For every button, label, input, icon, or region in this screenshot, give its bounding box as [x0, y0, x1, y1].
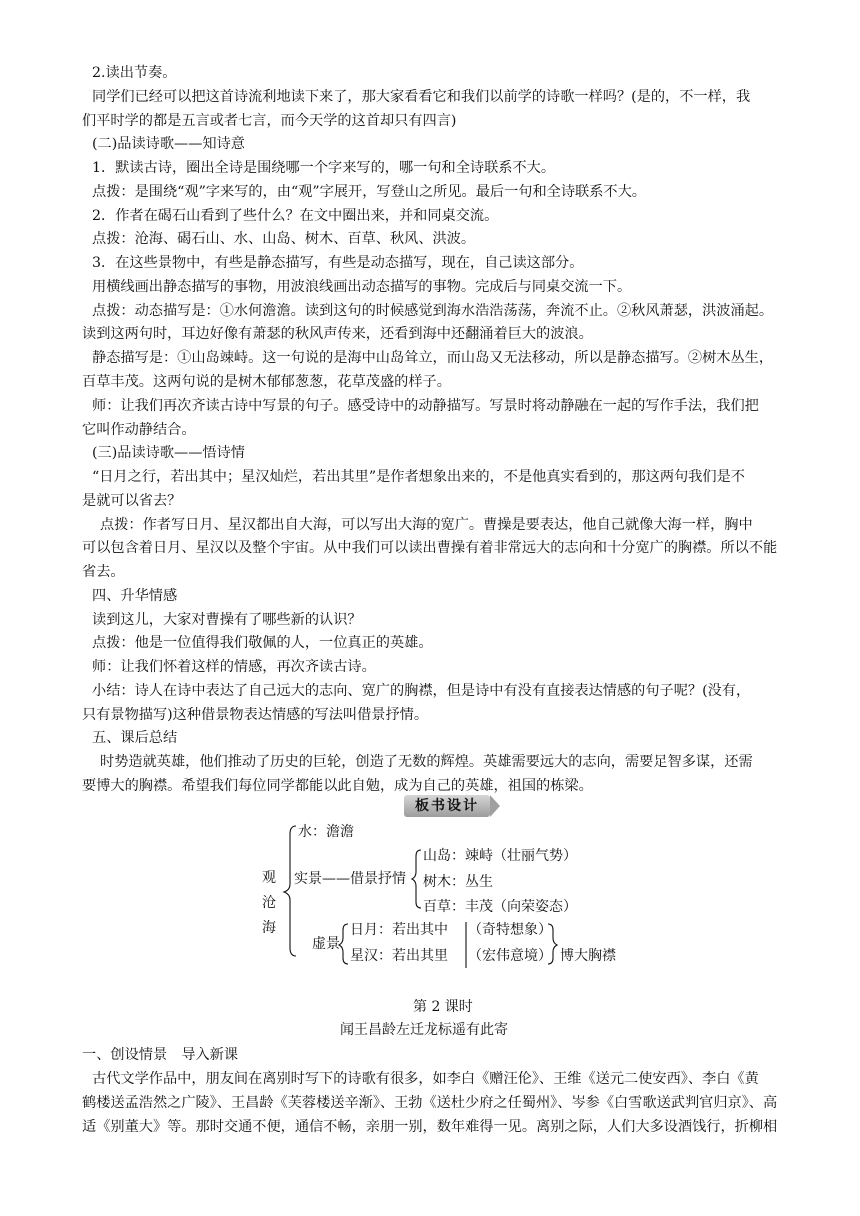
paragraph: 它叫作动静结合。 [82, 422, 196, 438]
paragraph: 静态描写是：①山岛竦峙。这一句说的是海中山岛耸立，而山岛又无法移动，所以是静态描写。②树木丛生， [92, 350, 774, 366]
paragraph: 是就可以省去？ [82, 493, 182, 509]
paragraph: 3．在这些景物中，有些是静态描写，有些是动态描写，现在，自己读这部分。 [92, 255, 584, 271]
board-root-char: 海 [262, 920, 276, 936]
board-root-char: 观 [262, 870, 276, 886]
paragraph: (二)品读诗歌——知诗意 [92, 136, 245, 152]
board-result: 博大胸襟 [560, 948, 616, 964]
paragraph: 适《别董大》等。那时交通不便，通信不畅，亲朋一别，数年难得一见。离别之际，人们大多设酒饯行，折柳相 [82, 1119, 778, 1135]
board-real-scene: 实景——借景抒情 [294, 871, 406, 887]
board-water: 水：澹澹 [298, 824, 354, 840]
board-note: （宏伟意境） [468, 948, 552, 964]
board-grass: 百草：丰茂（向荣姿态） [423, 899, 577, 915]
board-note: （奇特想象） [468, 922, 552, 938]
paragraph: 用横线画出静态描写的事物，用波浪线画出动态描写的事物。完成后与同桌交流一下。 [92, 279, 632, 295]
paragraph: 百草丰茂。这两句说的是树木郁郁葱葱，花草茂盛的样子。 [82, 374, 451, 390]
paragraph: 们平时学的都是五言或者七言，而今天学的这首却只有四言) [82, 113, 457, 129]
paragraph: 2．作者在碣石山看到了些什么？在文中圈出来，并和同桌交流。 [92, 208, 499, 224]
section-heading: 四、升华情感 [92, 588, 178, 604]
paragraph: 2.读出节奏。 [92, 65, 177, 81]
paragraph: 要博大的胸襟。希望我们每位同学都能以此自勉，成为自己的英雄，祖国的栋梁。 [82, 778, 593, 794]
paragraph: 省去。 [82, 564, 125, 580]
paragraph: 点拨：沧海、碣石山、水、山岛、树木、百草、秋风、洪波。 [92, 231, 476, 247]
paragraph: 读到这儿，大家对曹操有了哪些新的认识？ [92, 612, 362, 628]
paragraph: 点拨：动态描写是：①水何澹澹。读到这句的时候感觉到海水浩浩荡荡，奔流不止。②秋风萧瑟，洪波涌起。 [92, 303, 774, 319]
paragraph: 可以包含着日月、星汉以及整个宇宙。从中我们可以读出曹操有着非常远大的志向和十分宽广的胸襟。所以不能 [82, 540, 778, 556]
board-root-char: 沧 [262, 895, 276, 911]
paragraph: 读到这两句时，耳边好像有萧瑟的秋风声传来，还看到海中还翻涌着巨大的波浪。 [82, 326, 593, 342]
paragraph: “日月之行，若出其中；星汉灿烂，若出其里”是作者想象出来的，不是他真实看到的，那这两句我们是不 [92, 469, 745, 485]
lesson-title: 第 2 课时 [413, 999, 473, 1015]
paragraph: 小结：诗人在诗中表达了自己远大的志向、宽广的胸襟，但是诗中有没有直接表达情感的句子呢？(没有， [92, 683, 751, 699]
board-trees: 树木：丛生 [423, 874, 493, 890]
board-design-banner: 板书设计 [404, 795, 490, 817]
paragraph: 师：让我们再次齐读古诗中写景的句子。感受诗中的动静描写。写景时将动静融在一起的写作手法，我们把 [92, 398, 759, 414]
paragraph: 古代文学作品中，朋友间在离别时写下的诗歌有很多，如李白《赠汪伦》、王维《送元二使安西》、李白《黄 [92, 1071, 759, 1087]
section-heading: 五、课后总结 [92, 730, 178, 746]
board-sun-moon: 日月：若出其中 [350, 922, 448, 938]
paragraph: 点拨：作者写日月、星汉都出自大海，可以写出大海的宽广。曹操是要表达，他自己就像大海一样，胸中 [100, 517, 753, 533]
lesson-subtitle: 闻王昌龄左迁龙标遥有此寄 [340, 1022, 508, 1038]
paragraph: 鹤楼送孟浩然之广陵》、王昌龄《芙蓉楼送辛渐》、王勃《送杜少府之任蜀州》、岑参《白雪歌送武判官归京》、高 [82, 1095, 778, 1111]
paragraph: 同学们已经可以把这首诗流利地读下来了，那大家看看它和我们以前学的诗歌一样吗？(是的，不一样，我 [92, 89, 751, 105]
board-virtual-scene: 虚景 [312, 936, 340, 952]
paragraph: 只有景物描写)这种借景物表达情感的写法叫借景抒情。 [82, 707, 429, 723]
section-heading: 一、创设情景 导入新课 [82, 1047, 239, 1063]
paragraph: 点拨：他是一位值得我们敬佩的人，一位真正的英雄。 [92, 635, 433, 651]
paragraph: 师：让我们怀着这样的情感，再次齐读古诗。 [92, 659, 376, 675]
paragraph: 1．默读古诗，圈出全诗是围绕哪一个字来写的，哪一句和全诗联系不大。 [92, 160, 556, 176]
board-island: 山岛：竦峙（壮丽气势） [423, 848, 577, 864]
paragraph: 时势造就英雄，他们推动了历史的巨轮，创造了无数的辉煌。英雄需要远大的志向，需要足智多谋，还需 [100, 754, 753, 770]
paragraph: (三)品读诗歌——悟诗情 [92, 445, 245, 461]
board-stars: 星汉：若出其里 [350, 948, 448, 964]
paragraph: 点拨：是围绕“观”字来写的，由“观”字展开，写登山之所见。最后一句和全诗联系不大。 [92, 184, 646, 200]
